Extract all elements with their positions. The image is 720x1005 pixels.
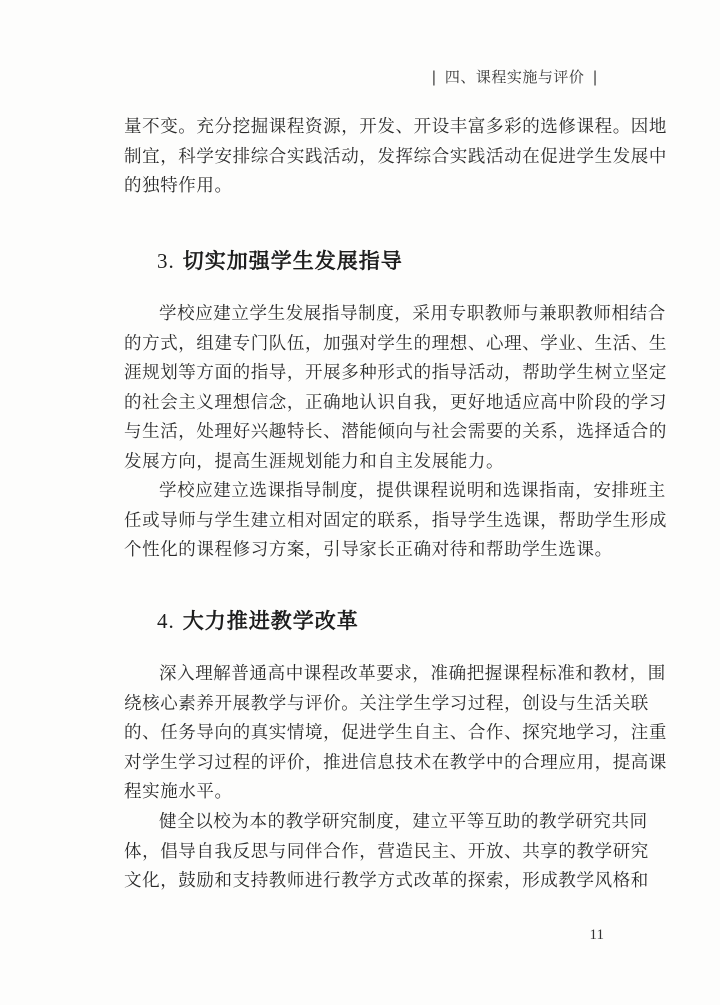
- section-4-paragraph-2: [124, 808, 649, 897]
- text-line: 的、任务导向的真实情境，促进学生自主、合作、探究地学习，注重: [124, 723, 667, 743]
- text-line: 的方式，组建专门队伍，加强对学生的理想、心理、学业、生活、生: [124, 333, 667, 354]
- text-line: 程实施水平。: [124, 782, 233, 802]
- section-3-heading: [157, 245, 403, 275]
- section-4-heading: [157, 605, 359, 635]
- section-3-paragraph-1: [124, 300, 667, 477]
- text-line: 量不变。充分挖掘课程资源，开发、开设丰富多彩的选修课程。因地: [124, 117, 667, 137]
- section-3-number: 3.: [157, 249, 175, 273]
- running-head-title: 四、课程实施与评价: [444, 68, 585, 86]
- text-line: 任或导师与学生建立相对固定的联系，指导学生选课，帮助学生形成: [124, 510, 667, 531]
- section-3-title: 切实加强学生发展指导: [182, 249, 403, 273]
- text-line: 的独特作用。: [124, 176, 233, 196]
- text-line: 学校应建立学生发展指导制度，采用专职教师与兼职教师相结合: [159, 304, 666, 324]
- section-4-paragraph-1: [124, 660, 667, 808]
- page-number: 11: [589, 927, 604, 943]
- text-line: 体，倡导自我反思与同伴合作，营造民主、开放、共享的教学研究: [124, 841, 649, 862]
- text-line: 文化，鼓励和支持教师进行教学方式改革的探索，形成教学风格和: [124, 871, 649, 891]
- continued-paragraph: [124, 113, 667, 202]
- running-head-right-bar: |: [592, 68, 598, 86]
- running-head: [423, 66, 606, 87]
- running-head-left-bar: |: [431, 68, 437, 86]
- text-line: 对学生学习过程的评价，推进信息技术在教学中的合理应用，提高课: [124, 752, 667, 773]
- text-line: 绕核心素养开展教学与评价。关注学生学习过程，创设与生活关联: [124, 693, 649, 714]
- section-4-title: 大力推进教学改革: [182, 609, 359, 633]
- text-line: 深入理解普通高中课程改革要求，准确把握课程标准和教材，围: [159, 664, 666, 684]
- text-line: 制宜，科学安排综合实践活动，发挥综合实践活动在促进学生发展中: [124, 146, 667, 167]
- text-line: 涯规划等方面的指导，开展多种形式的指导活动，帮助学生树立坚定: [124, 363, 667, 383]
- text-line: 学校应建立选课指导制度，提供课程说明和选课指南，安排班主: [159, 481, 666, 501]
- section-4-number: 4.: [157, 609, 175, 633]
- section-3-paragraph-2: [124, 477, 667, 566]
- text-line: 健全以校为本的教学研究制度，建立平等互助的教学研究共同: [159, 812, 648, 832]
- text-line: 发展方向，提高生涯规划能力和自主发展能力。: [124, 451, 505, 472]
- text-line: 个性化的课程修习方案，引导家长正确对待和帮助学生选课。: [124, 540, 613, 560]
- text-line: 的社会主义理想信念，正确地认识自我，更好地适应高中阶段的学习: [124, 392, 667, 413]
- text-line: 与生活，处理好兴趣特长、潜能倾向与社会需要的关系，选择适合的: [124, 422, 667, 442]
